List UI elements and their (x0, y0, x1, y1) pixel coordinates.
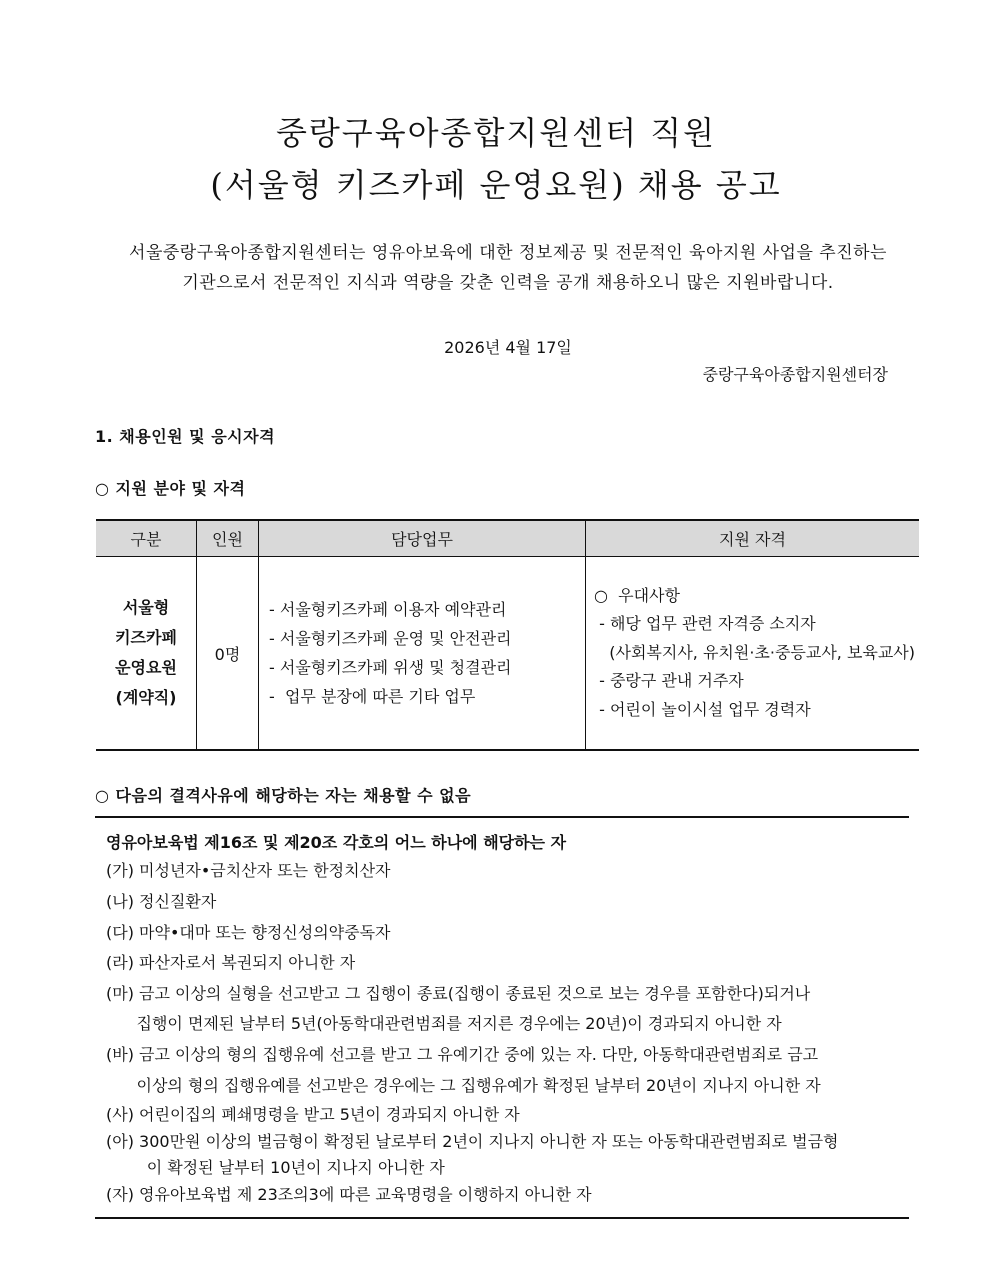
disqualification-item: (바) 금고 이상의 형의 집행유예 선고를 받고 그 유예기간 중에 있는 자. 다만, 아동학대관련범죄로 금고 (106, 1045, 819, 1064)
disqualification-item: (나) 정신질환자 (106, 892, 217, 911)
disqualification-item: (라) 파산자로서 복권되지 아니한 자 (106, 953, 356, 972)
column-header: 지원 자격 (586, 520, 920, 557)
duty-item: - 서울형키즈카페 위생 및 청결관리 (269, 658, 512, 677)
section-heading: 1. 채용인원 및 응시자격 (95, 427, 276, 446)
column-header: 담당업무 (259, 520, 586, 557)
disqualification-item: 집행이 면제된 날부터 5년(아동학대관련범죄를 저지른 경우에는 20년)이 경과되지 아니한 자 (106, 1014, 782, 1033)
disqualification-item: (사) 어린이집의 폐쇄명령을 받고 5년이 경과되지 아니한 자 (106, 1105, 520, 1124)
column-header: 구분 (96, 520, 197, 557)
disqualification-item: 이상의 형의 집행유예를 선고받은 경우에는 그 집행유예가 확정된 날부터 20년이 지나지 아니한 자 (106, 1076, 821, 1095)
qualification-item: - 어린이 놀이시설 업무 경력자 (594, 699, 811, 719)
qualification-item: ○ 우대사항 (594, 585, 680, 605)
qualification-item: - 중랑구 관내 거주자 (594, 671, 744, 691)
page-title-line2: (서울형 키즈카페 운영요원) 채용 공고 (210, 166, 782, 204)
disqualification-item: 이 확정된 날부터 10년이 지나지 아니한 자 (106, 1158, 445, 1177)
duty-item: - 서울형키즈카페 이용자 예약관리 (269, 600, 507, 619)
page-title-line1: 중랑구육아종합지원센터 직원 (275, 114, 717, 152)
announcement-date: 2026년 4월 17일 (444, 338, 572, 357)
divider-bottom (95, 1217, 909, 1219)
table-row (96, 557, 919, 751)
qualification-item: (사회복지사, 유치원·초·중등교사, 보육교사) (594, 642, 916, 662)
disqualification-item: (가) 미성년자•금치산자 또는 한정치산자 (106, 861, 391, 880)
table-header-row (96, 520, 919, 557)
category-line: 서울형 (122, 598, 170, 617)
intro-line2: 기관으로서 전문적인 지식과 역량을 갖춘 인력을 공개 채용하오니 많은 지원바랍니다. (182, 273, 834, 293)
disqualification-heading: ○ 다음의 결격사유에 해당하는 자는 채용할 수 없음 (95, 786, 472, 805)
qualification-item: - 해당 업무 관련 자격증 소지자 (594, 614, 816, 634)
duties-cell (259, 557, 586, 751)
duty-item: - 서울형키즈카페 운영 및 안전관리 (269, 629, 512, 648)
category-line: (계약직) (115, 688, 177, 707)
qualifications-cell (586, 557, 920, 751)
disqualification-item: (다) 마약•대마 또는 향정신성의약중독자 (106, 923, 391, 942)
disqualification-item: (자) 영유아보육법 제 23조의3에 따른 교육명령을 이행하지 아니한 자 (106, 1185, 592, 1204)
issuer-name: 중랑구육아종합지원센터장 (702, 365, 888, 384)
column-header: 인원 (197, 520, 259, 557)
disqualification-item: (마) 금고 이상의 실형을 선고받고 그 집행이 종료(집행이 종료된 것으로 보는 경우를 포함한다)되거나 (106, 984, 811, 1003)
category-line: 키즈카페 (115, 628, 177, 647)
disqualification-item: (아) 300만원 이상의 벌금형이 확정된 날로부터 2년이 지나지 아니한 자 또는 아동학대관련범죄로 벌금형 (106, 1132, 839, 1151)
recruitment-table (96, 519, 919, 751)
duty-item: - 업무 분장에 따른 기타 업무 (269, 687, 476, 706)
sub-heading: ○ 지원 분야 및 자격 (95, 479, 246, 498)
headcount-cell: 0명 (197, 557, 259, 751)
category-line: 운영요원 (115, 658, 177, 677)
disqualification-lead: 영유아보육법 제16조 및 제20조 각호의 어느 하나에 해당하는 자 (106, 833, 567, 852)
divider-top (95, 816, 909, 818)
intro-line1: 서울중랑구육아종합지원센터는 영유아보육에 대한 정보제공 및 전문적인 육아지원 사업을 추진하는 (129, 243, 887, 263)
category-cell (96, 557, 197, 751)
